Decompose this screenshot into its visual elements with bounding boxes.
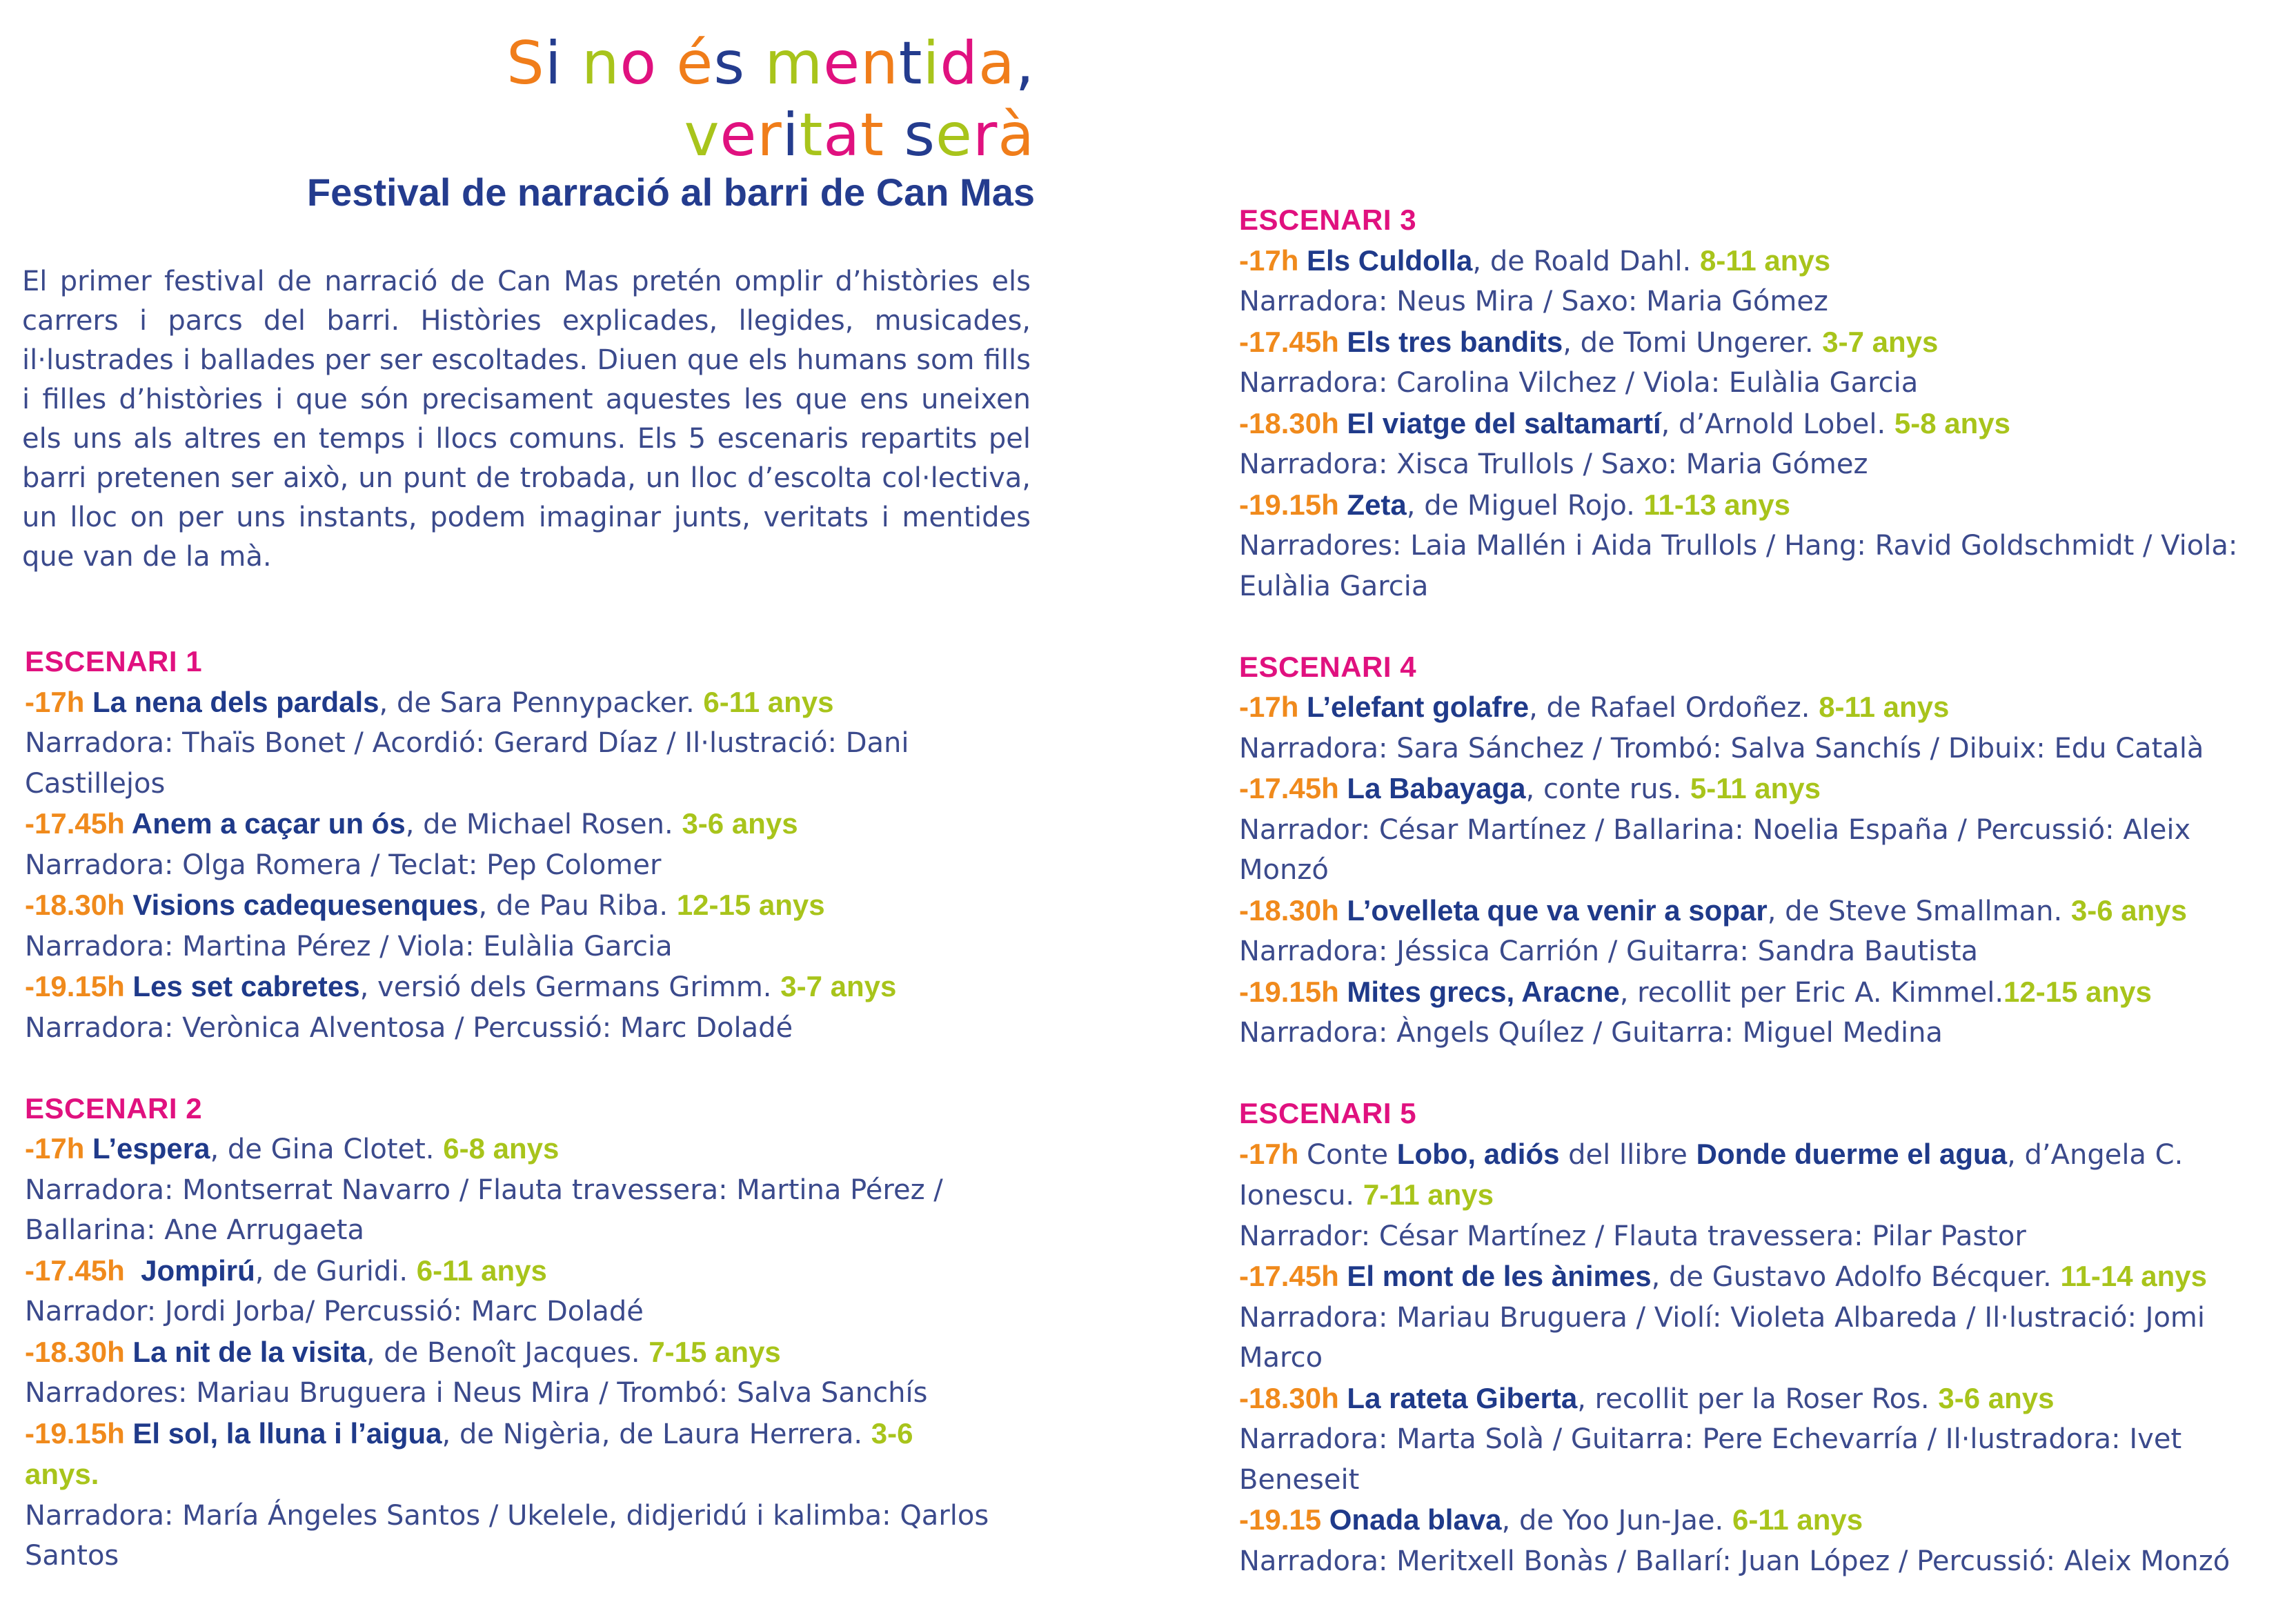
event-detail: , de Sara Pennypacker. — [379, 686, 704, 719]
event-detail: , de Michael Rosen. — [405, 809, 682, 840]
stage-block — [1239, 647, 2274, 1054]
event-ages: 6-11 anys — [703, 685, 834, 718]
intro-paragraph: El primer festival de narració de Can Mas pretén omplir d’històries els carrers i parcs del barri. Històries explicades, llegides, musicades, il·lustrades i ballades per ser escoltades. Diuen que els humans som fills i filles d’històries i que són precisament aquestes les que ens uneixen els uns als altres en temps i llocs comuns. Els 5 escenaris repartits pel barri pretenen ser això, un punt de trobada, un lloc d’escolta col·lectiva, un lloc on per uns instants, podem imaginar junts, veritats i mentides que van de la mà. — [22, 266, 1031, 573]
stage-title: ESCENARI 4 — [1239, 650, 1417, 683]
event-time: -17h — [25, 685, 93, 718]
event-ages: 3-7 anys — [780, 970, 897, 1002]
event-time: -19.15 — [1239, 1503, 1329, 1536]
event-detail: , de Benoît Jacques. — [366, 1336, 649, 1369]
event-title: Els Culdolla — [1307, 244, 1473, 277]
event-time: -19.15h — [1239, 488, 1347, 521]
event-line — [25, 1251, 991, 1292]
event-title: El viatge del saltamartí — [1347, 406, 1661, 439]
event-title: L’espera — [92, 1132, 210, 1165]
event-ages: 3-6 anys — [2070, 893, 2187, 927]
event-ages: 12-15 anys — [2003, 975, 2152, 1008]
event-ages: 3-6 anys. — [25, 1416, 922, 1490]
stage-block — [1239, 200, 2274, 606]
event-credits: Narradora: Meritxell Bonàs / Ballarí: Juan López / Percussió: Aleix Monzó — [1239, 1545, 2230, 1577]
event-title: Els tres bandits — [1347, 325, 1563, 358]
event-ages: 7-11 anys — [1363, 1178, 1494, 1211]
event-detail: , de Guridi. — [255, 1255, 417, 1287]
event-detail: , de Nigèria, de Laura Herrera. — [442, 1418, 871, 1450]
event-title: El sol, la lluna i l’aigua — [132, 1416, 442, 1450]
event-ages: 7-15 anys — [649, 1335, 781, 1368]
title-line-1: Si no és mentida, — [506, 29, 1035, 98]
event-credits: Narrador: Jordi Jorba/ Percussió: Marc Doladé — [25, 1296, 644, 1327]
stage-block — [25, 642, 991, 1048]
event-credits: Narradora: Thaïs Bonet / Acordió: Gerard Díaz / Il·lustració: Dani Castillejos — [25, 727, 909, 800]
event-detail: , de Pau Riba. — [478, 890, 677, 922]
event-title: El mont de les ànimes — [1347, 1260, 1652, 1292]
event-time: -17h — [1239, 244, 1307, 277]
program-column-right — [1239, 200, 2274, 1622]
event-title: La Babayaga — [1347, 772, 1526, 804]
event-title: Mites grecs, Aracne — [1347, 975, 1620, 1008]
event-time: -17h — [1239, 1137, 1307, 1170]
event-detail: , de Yoo Jun-Jae. — [1501, 1505, 1732, 1536]
stage-title: ESCENARI 1 — [25, 645, 203, 678]
event-ages: 5-8 anys — [1894, 406, 2011, 439]
event-credits: Narradora: Olga Romera / Teclat: Pep Colomer — [25, 849, 662, 881]
event-detail: , de Gina Clotet. — [210, 1134, 444, 1165]
event-credits: Narradora: Carolina Vilchez / Viola: Eulàlia Garcia — [1239, 367, 1919, 399]
event-ages: 5-11 anys — [1690, 772, 1821, 804]
event-time: -19.15h — [25, 970, 133, 1002]
event-title: La rateta Giberta — [1347, 1381, 1578, 1414]
event-credits: Narradora: Martina Pérez / Viola: Eulàlia Garcia — [25, 930, 673, 962]
event-detail: , d’Angela C. Ionescu. — [1239, 1138, 2193, 1211]
event-line — [1239, 687, 2274, 729]
event-time: -18.30h — [1239, 1381, 1347, 1414]
event-line — [25, 885, 991, 927]
event-line — [1239, 1378, 2274, 1420]
event-title: L’ovelleta que va venir a sopar — [1347, 893, 1768, 927]
event-ages: 11-13 anys — [1643, 488, 1791, 521]
event-time: -17.45h — [25, 807, 132, 840]
festival-subtitle: Festival de narració al barri de Can Mas — [306, 170, 1035, 214]
event-credits: Narradora: María Ángeles Santos / Ukelele, didjeridú i kalimba: Qarlos Santos — [25, 1499, 989, 1572]
event-time: -18.30h — [1239, 893, 1347, 927]
event-line — [25, 682, 991, 724]
event-time: -17.45h — [25, 1254, 141, 1287]
event-detail: , de Gustavo Adolfo Bécquer. — [1651, 1261, 2061, 1293]
event-credits: Narradora: Neus Mira / Saxo: Maria Gómez — [1239, 286, 1828, 317]
event-time: -18.30h — [25, 1335, 133, 1368]
event-credits: Narradores: Laia Mallén i Aida Trullols / Hang: Ravid Goldschmidt / Viola: Eulàlia Garcia — [1239, 530, 2238, 602]
event-ages: 8-11 anys — [1819, 691, 1950, 723]
event-ages: 6-11 anys — [416, 1254, 547, 1287]
event-title: Les set cabretes — [132, 970, 360, 1002]
event-line — [1239, 1256, 2274, 1298]
stage-title: ESCENARI 2 — [25, 1091, 203, 1125]
event-credits: Narradores: Mariau Bruguera i Neus Mira / Trombó: Salva Sanchís — [25, 1377, 928, 1409]
event-title: Jompirú — [141, 1254, 255, 1287]
event-line — [1239, 1134, 2274, 1216]
event-ages: 6-11 anys — [1732, 1503, 1863, 1536]
program-column-left — [25, 642, 991, 1616]
event-credits: Narradora: Montserrat Navarro / Flauta travessera: Martina Pérez / Ballarina: Ane Arrugaeta — [25, 1174, 943, 1246]
event-credits: Narradora: Verònica Alventosa / Percussió: Marc Doladé — [25, 1011, 793, 1044]
event-detail: , de Rafael Ordoñez. — [1529, 692, 1819, 724]
event-ages: 12-15 anys — [676, 889, 825, 921]
event-time: -17.45h — [1239, 325, 1347, 358]
event-title: La nena dels pardals — [92, 685, 379, 718]
event-title: Donde duerme el agua — [1696, 1137, 2008, 1170]
event-detail: , de Tomi Ungerer. — [1563, 326, 1823, 359]
event-credits: Narradora: Marta Solà / Guitarra: Pere Echevarría / Il·lustradora: Ivet Beneseit — [1239, 1423, 2182, 1496]
event-title: Anem a caçar un ós — [131, 807, 406, 840]
event-detail: Conte — [1307, 1138, 1397, 1171]
event-line — [1239, 1500, 2274, 1541]
event-line — [25, 1129, 991, 1170]
event-credits: Narradora: Mariau Bruguera / Violí: Violeta Albareda / Il·lustració: Jomi Marco — [1239, 1301, 2205, 1374]
event-ages: 8-11 anys — [1699, 244, 1831, 277]
event-detail: del llibre — [1559, 1138, 1696, 1171]
event-detail: , de Miguel Rojo. — [1406, 489, 1644, 522]
event-detail: , de Roald Dahl. — [1472, 245, 1700, 277]
event-line — [25, 967, 991, 1008]
event-credits: Narradora: Jéssica Carrión / Guitarra: Sandra Bautista — [1239, 936, 1979, 967]
stage-block — [1239, 1094, 2274, 1581]
event-credits: Narradora: Xisca Trullols / Saxo: Maria Gómez — [1239, 448, 1868, 480]
event-detail: , recollit per Eric A. Kimmel. — [1619, 976, 2004, 1009]
event-credits: Narradora: Sara Sánchez / Trombó: Salva Sanchís / Dibuix: Edu Català — [1239, 732, 2204, 764]
event-line — [25, 804, 991, 845]
stage-title: ESCENARI 5 — [1239, 1097, 1417, 1129]
event-detail: , de Steve Smallman. — [1767, 895, 2071, 927]
event-ages: 3-6 anys — [682, 807, 798, 840]
event-time: -19.15h — [1239, 975, 1347, 1008]
event-credits: Narrador: César Martínez / Ballarina: Noelia España / Percussió: Aleix Monzó — [1239, 813, 2191, 886]
event-detail: , recollit per la Roser Ros. — [1577, 1383, 1939, 1415]
event-time: -17.45h — [1239, 1260, 1347, 1292]
event-line — [1239, 769, 2274, 810]
event-ages: 3-6 anys — [1938, 1381, 2055, 1414]
event-line — [25, 1414, 991, 1496]
event-title: Zeta — [1347, 488, 1407, 521]
event-time: -18.30h — [1239, 406, 1347, 439]
event-ages: 11-14 anys — [2060, 1260, 2207, 1292]
event-title: La nit de la visita — [132, 1335, 366, 1368]
stage-title: ESCENARI 3 — [1239, 204, 1417, 236]
event-line — [1239, 322, 2274, 364]
event-time: -17.45h — [1239, 772, 1347, 804]
event-time: -18.30h — [25, 889, 133, 921]
event-title: Lobo, adiós — [1396, 1137, 1560, 1170]
event-time: -19.15h — [25, 1416, 133, 1450]
stage-block — [25, 1089, 991, 1576]
event-line — [1239, 241, 2274, 282]
event-line — [25, 1332, 991, 1374]
festival-title — [506, 28, 1035, 171]
event-line — [1239, 972, 2274, 1013]
event-credits: Narrador: César Martínez / Flauta travessera: Pilar Pastor — [1239, 1220, 2026, 1252]
event-title: Visions cadequesenques — [132, 889, 479, 921]
event-title: L’elefant golafre — [1307, 691, 1530, 723]
event-ages: 6-8 anys — [443, 1132, 560, 1165]
event-detail: , versió dels Germans Grimm. — [359, 971, 781, 1003]
event-detail: , d’Arnold Lobel. — [1661, 408, 1894, 440]
event-line — [1239, 485, 2274, 526]
event-time: -17h — [25, 1132, 93, 1165]
event-time: -17h — [1239, 691, 1307, 723]
event-ages: 3-7 anys — [1822, 325, 1939, 358]
event-credits: Narradora: Àngels Quílez / Guitarra: Miguel Medina — [1239, 1017, 1943, 1049]
event-line — [1239, 891, 2274, 932]
event-title: Onada blava — [1329, 1503, 1502, 1536]
event-line — [1239, 404, 2274, 445]
title-line-2: veritat serà — [684, 101, 1035, 170]
event-detail: , conte rus. — [1525, 773, 1690, 805]
